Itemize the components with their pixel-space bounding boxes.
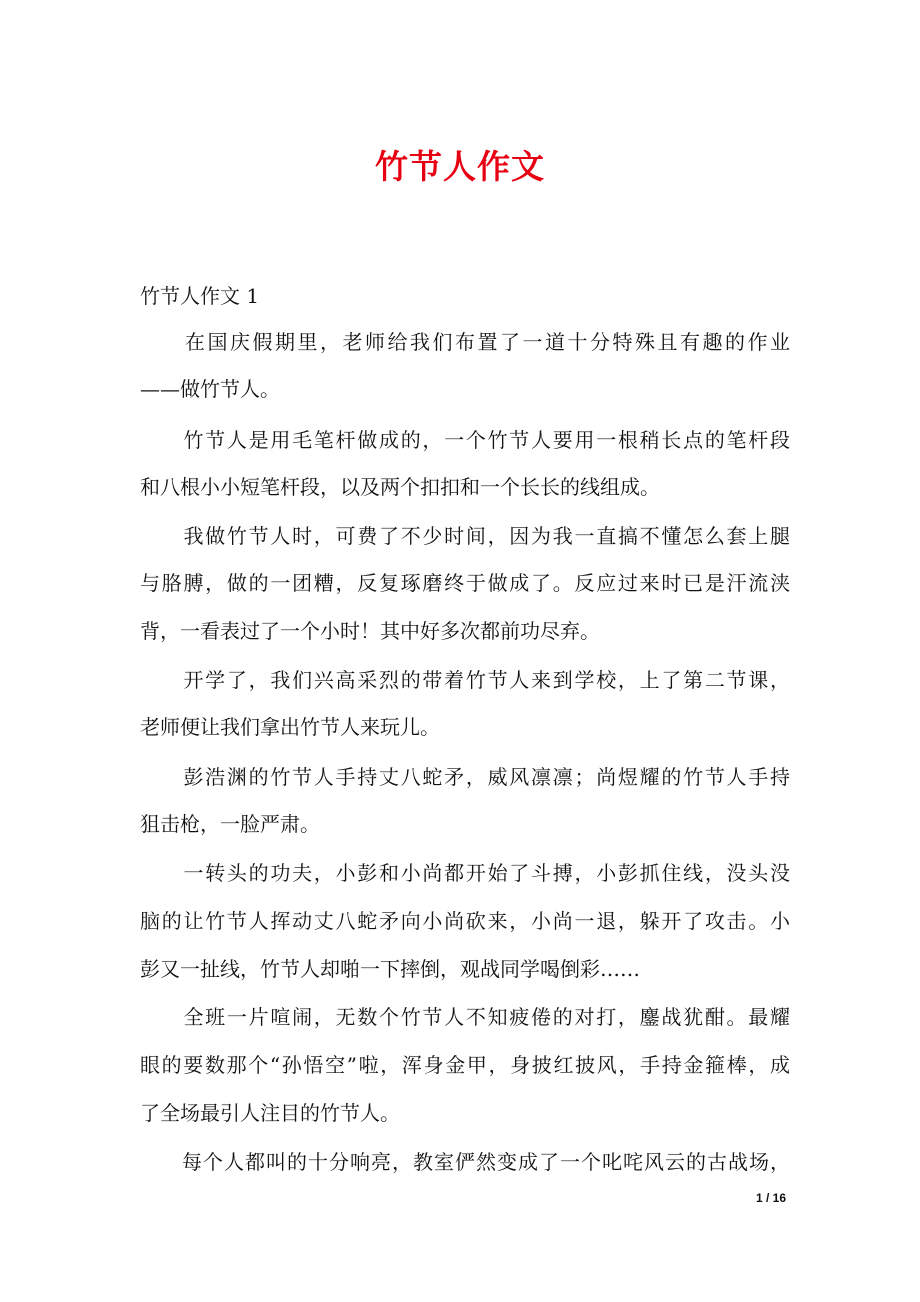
body-line: 脑的让竹节人挥动丈八蛇矛向小尚砍来，小尚一退，躲开了攻击。小 — [140, 909, 790, 933]
body-line: 背，一看表过了一个小时！其中好多次都前功尽弃。 — [140, 619, 600, 643]
document-title: 竹节人作文 — [375, 147, 545, 186]
body-line: 和八根小小短笔杆段，以及两个扣扣和一个长长的线组成。 — [140, 475, 660, 499]
body-line: 全班一片喧闹，无数个竹节人不知疲倦的对打，鏖战犹酣。最耀 — [140, 1005, 790, 1029]
body-line: 彭浩渊的竹节人手持丈八蛇矛，威风凛凛；尚煜耀的竹节人手持 — [140, 765, 790, 789]
body-line: 在国庆假期里，老师给我们布置了一道十分特殊且有趣的作业 — [140, 330, 790, 354]
body-line: 我做竹节人时，可费了不少时间，因为我一直搞不懂怎么套上腿 — [140, 524, 790, 548]
body-line: 了全场最引人注目的竹节人。 — [140, 1101, 400, 1125]
body-line: ——做竹节人。 — [140, 377, 280, 401]
body-line: 与胳膊，做的一团糟，反复琢磨终于做成了。反应过来时已是汗流浃 — [140, 571, 790, 595]
body-line: 每个人都叫的十分响亮，教室俨然变成了一个叱咤风云的古战场， — [140, 1150, 790, 1174]
body-line: 开学了，我们兴高采烈的带着竹节人来到学校，上了第二节课， — [140, 668, 790, 692]
body-line: 彭又一扯线，竹节人却啪一下摔倒，观战同学喝倒彩…… — [140, 957, 640, 981]
body-line: 眼的要数那个“孙悟空”啦，浑身金甲，身披红披风，手持金箍棒，成 — [140, 1053, 790, 1077]
body-line: 一转头的功夫，小彭和小尚都开始了斗搏，小彭抓住线，没头没 — [140, 861, 790, 885]
page-number: 1 / 16 — [755, 1191, 786, 1205]
body-line: 竹节人是用毛笔杆做成的，一个竹节人要用一根稍长点的笔杆段 — [140, 428, 790, 452]
body-line: 狙击枪，一脸严肃。 — [140, 812, 320, 836]
body-line: 老师便让我们拿出竹节人来玩儿。 — [140, 715, 440, 739]
section-heading: 竹节人作文 1 — [140, 284, 260, 308]
